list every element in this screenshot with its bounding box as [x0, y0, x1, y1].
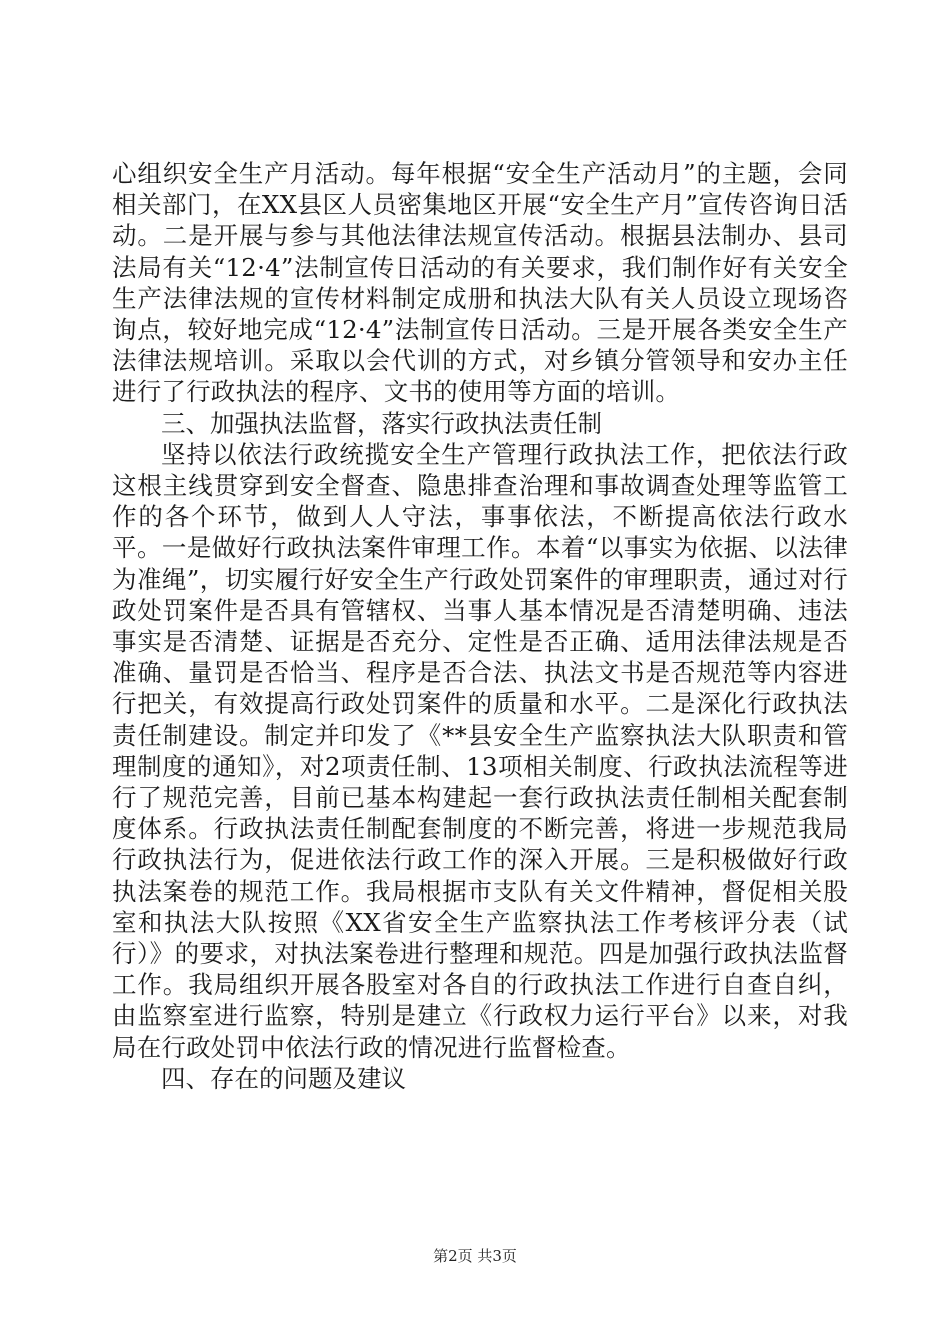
paragraph-continuation: 心组织安全生产月活动。每年根据“安全生产活动月”的主题，会同相关部门，在XX县区人员密集地区开展“安全生产月”宣传咨询日活动。二是开展与参与其他法律法规宣传活动。根据县法制办、县司法局有关“12·4”法制宣传日活动的有关要求，我们制作好有关安全生产法律法规的宣传材料制定成册和执法大队有关人员设立现场咨询点，较好地完成“12·4”法制宣传日活动。三是开展各类安全生产法律法规培训。采取以会代训的方式，对乡镇分管领导和安办主任进行了行政执法的程序、文书的使用等方面的培训。: [112, 159, 848, 407]
section-heading-4: 四、存在的问题及建议: [161, 1063, 406, 1093]
document-body: [112, 158, 848, 1094]
page-number-footer: 第2页 共3页: [433, 1247, 517, 1265]
paragraph-section-3-body: 坚持以依法行政统揽安全生产管理行政执法工作，把依法行政这根主线贯穿到安全督查、隐患排查治理和事故调查处理等监管工作的各个环节，做到人人守法，事事依法，不断提高依法行政水平。一是做好行政执法案件审理工作。本着“以事实为依据、以法律为准绳”，切实履行好安全生产行政处罚案件的审理职责，通过对行政处罚案件是否具有管辖权、当事人基本情况是否清楚明确、违法事实是否清楚、证据是否充分、定性是否正确、适用法律法规是否准确、量罚是否恰当、程序是否合法、执法文书是否规范等内容进行把关，有效提高行政处罚案件的质量和水平。二是深化行政执法责任制建设。制定并印发了《**县安全生产监察执法大队职责和管理制度的通知》，对2项责任制、13项相关制度、行政执法流程等进行了规范完善，目前已基本构建起一套行政执法责任制相关配套制度体系。行政执法责任制配套制度的不断完善，将进一步规范我局行政执法行为，促进依法行政工作的深入开展。三是积极做好行政执法案卷的规范工作。我局根据市支队有关文件精神，督促相关股室和执法大队按照《XX省安全生产监察执法工作考核评分表（试行）》的要求，对执法案卷进行整理和规范。四是加强行政执法监督工作。我局组织开展各股室对各自的行政执法工作进行自查自纠，由监察室进行监察，特别是建立《行政权力运行平台》以来，对我局在行政处罚中依法行政的情况进行监督检查。: [112, 439, 848, 1062]
section-heading-3: 三、加强执法监督，落实行政执法责任制: [161, 408, 602, 438]
